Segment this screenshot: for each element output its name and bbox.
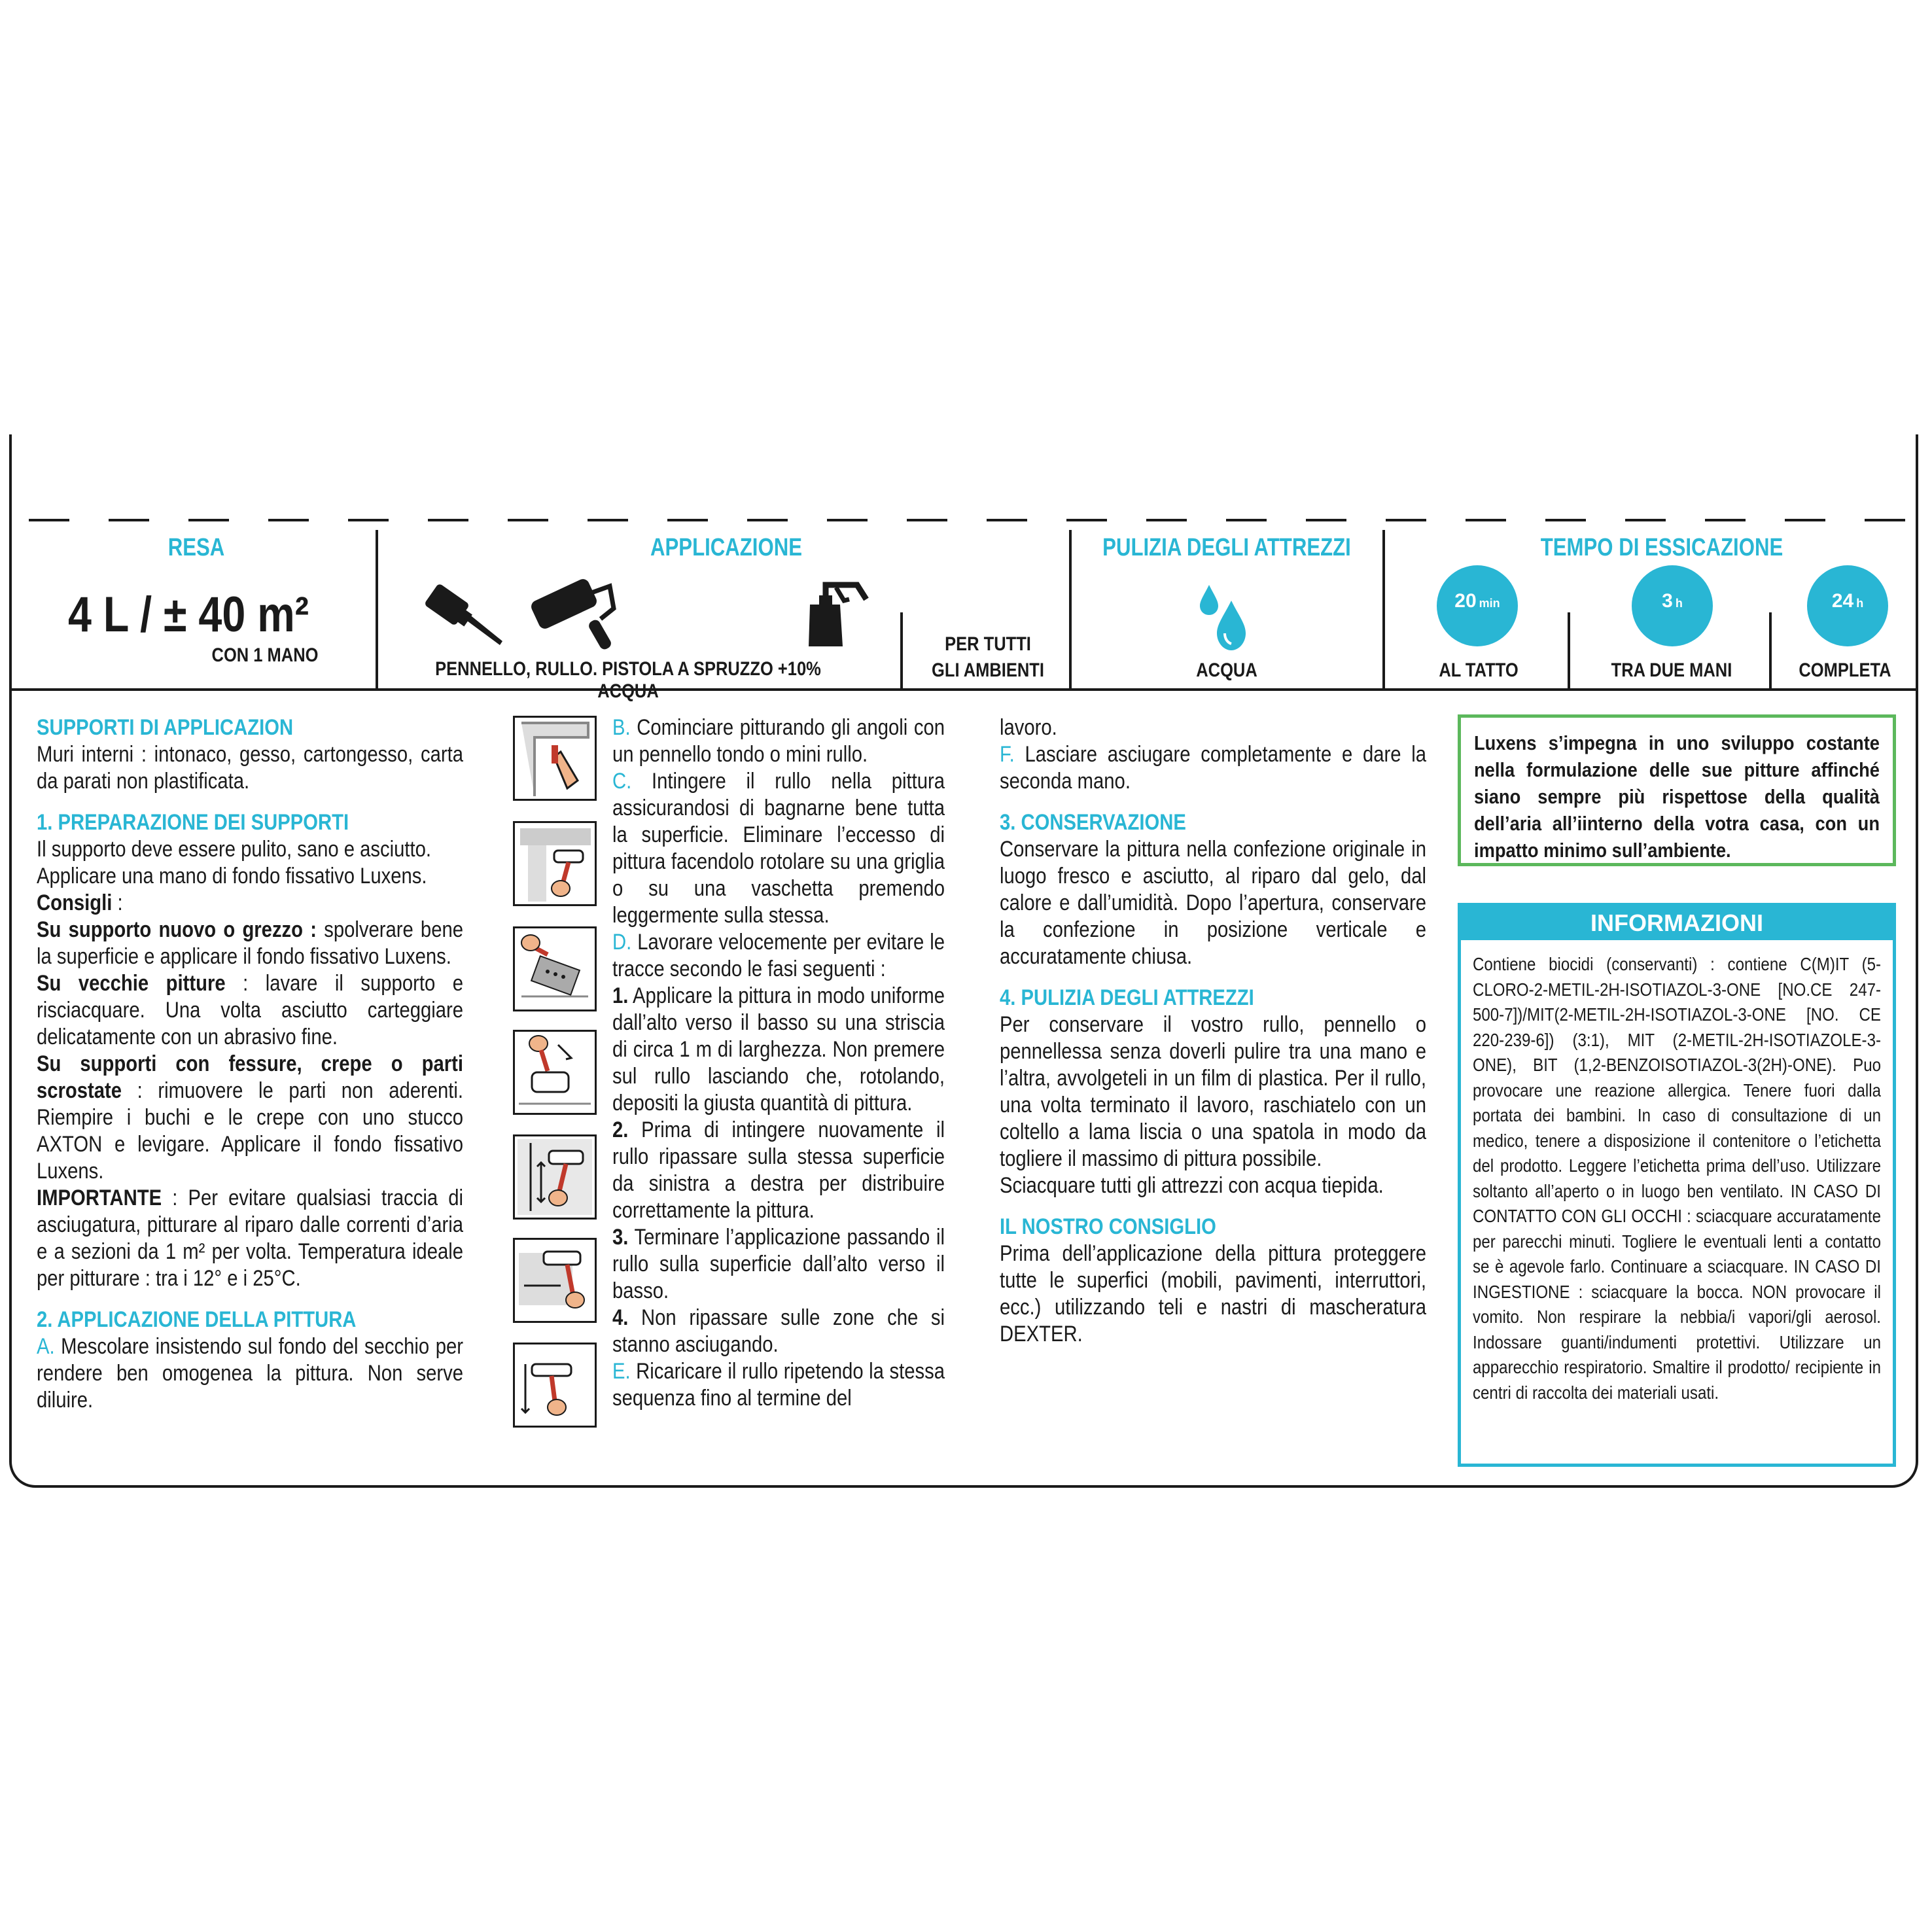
ambienti-line-1: PER TUTTI [945, 633, 1031, 655]
step-letter: B. [612, 715, 631, 740]
pulizia-text: Per conservare il vostro rullo, pennello o pennellessa senza doverli pulire tra una mano e l’altra, avvolgeteli in un film di plastica. Per il rullo, una volta terminato il lavoro, raschiatelo con un coltello a lama liscia o una spatola in modo da togliere il massimo di pittura possibile. [1000, 1012, 1426, 1171]
clock-20min-icon [1437, 565, 1518, 646]
substep-1-text: Applicare la pittura in modo uniforme dall’alto verso il basso su una striscia di circa 1 m di larghezza. Non premere sul rullo lasciando che, rotolando, depositi la giusta quantità di pittura. [612, 983, 945, 1115]
time-unit: min [1479, 597, 1500, 610]
tempo-label-2: TRA DUE MANI [1611, 659, 1732, 681]
substep-4-text: Non ripassare sulle zone che si stanno asciugando. [612, 1305, 945, 1357]
step-a-text: Mescolare insistendo sul fondo del secchio per rendere ben omogenea la pittura. Non serve diluire. [37, 1334, 463, 1413]
divider [1069, 530, 1072, 690]
tempo-label-3: COMPLETA [1799, 659, 1891, 681]
supporti-text: Muri interni : intonaco, gesso, cartongesso, carta da parati non plastificata. [37, 742, 463, 794]
column-2 [612, 714, 945, 1412]
time-unit: h [1856, 597, 1864, 610]
vecchie-label: Su vecchie pitture [37, 971, 226, 996]
importante-text: : Per evitare qualsiasi traccia di asciugatura, pitturare al riparo dalle correnti d’aria e a sezioni da 1 m² per volta. Temperatura ideale per pitturare : tra i 12° e i 25°C. [37, 1186, 463, 1291]
ambienti-line-2: GLI AMBIENTI [932, 659, 1044, 681]
step-c-text: Intingere il rullo nella pittura assicurandosi di bagnarne bene tutta la superficie. Eliminare l’eccesso di pittura facendolo rotolare su una griglia o su una vaschetta premendo leggermente sulla stessa. [612, 769, 945, 928]
consiglio-text: Prima dell’applicazione della pittura proteggere tutte le superfici (mobili, pavimenti, interruttori, ecc.) utilizzando teli e nastri di mascheratura DEXTER. [1000, 1241, 1426, 1346]
clock-3h-icon [1632, 565, 1713, 646]
roller-left-right-icon [513, 1238, 597, 1323]
app-title: 2. APPLICAZIONE DELLA PITTURA [37, 1307, 357, 1332]
divider [1769, 612, 1772, 690]
prep-line-1: Il supporto deve essere pulito, sano e asciutto. [37, 837, 432, 862]
substep-2-text: Prima di intingere nuovamente il rullo ripassare sulla stessa superficie da sinistra a destra per distribuire correttamente la pittura. [612, 1117, 945, 1223]
step-e-text: Ricaricare il rullo ripetendo la stessa sequenza fino al termine del [612, 1359, 945, 1411]
roller-tray-icon [513, 1030, 597, 1115]
applicazione-title: APPLICAZIONE [650, 534, 802, 561]
substep-number: 2. [612, 1117, 629, 1142]
step-letter: D. [612, 930, 632, 955]
pulizia-sub: ACQUA [1196, 659, 1257, 681]
fessure-text: : rimuovere le parti non aderenti. Riempire i buchi e le crepe con uno stucco AXTON e levigare. Applicare il fondo fissativo Luxens. [37, 1078, 463, 1184]
step-f-text: Lasciare asciugare completamente e dare la seconda mano. [1000, 742, 1426, 794]
consigli-colon: : [112, 890, 123, 915]
nuovo-text: spolverare bene la superficie e applicare il fondo fissativo Luxens. [37, 917, 463, 969]
conservazione-text: Conservare la pittura nella confezione originale in luogo fresco e asciutto, al riparo dal gelo, dal calore e dall’umidità. Dopo l’apertura, conservare la confezione in posizione verticale e accuratamente chiusa. [1000, 837, 1426, 969]
consigli-label: Consigli [37, 890, 113, 915]
fessure-label: Su supporti con fessure, crepe o parti scrostate [37, 1051, 463, 1103]
vecchie-text: : lavare il supporto e risciacquare. Una volta asciutto carteggiare delicatamente con un abrasivo fine. [37, 971, 463, 1049]
prep-line-2: Applicare una mano di fondo fissativo Luxens. [37, 864, 427, 888]
applicazione-tools: PENNELLO, RULLO. PISTOLA A SPRUZZO +10% ACQUA [435, 658, 821, 702]
conservazione-title: 3. CONSERVAZIONE [1000, 810, 1186, 835]
substep-number: 4. [612, 1305, 629, 1330]
resa-sub: CON 1 MANO [211, 644, 319, 666]
step-b-text: Cominciare pitturando gli angoli con un pennello tondo o mini rullo. [612, 715, 945, 767]
roller-grid-icon [513, 926, 597, 1011]
info-box [1458, 903, 1896, 1467]
time-value: 24 [1831, 590, 1854, 612]
step-letter: A. [37, 1334, 55, 1359]
spray-gun-icon [797, 581, 869, 649]
tempo-title: TEMPO DI ESSICAZIONE [1540, 534, 1783, 561]
pulizia-text-2: Sciacquare tutti gli attrezzi con acqua tiepida. [1000, 1173, 1384, 1198]
brush-icon [425, 577, 510, 650]
substep-number: 3. [612, 1225, 629, 1250]
roller-icon [529, 576, 627, 654]
water-drops-icon [1197, 582, 1250, 654]
clock-24h-icon [1807, 565, 1888, 646]
resa-title: RESA [167, 534, 225, 561]
continuation-text: lavoro. [1000, 715, 1057, 740]
prep-title: 1. PREPARAZIONE DEI SUPPORTI [37, 810, 349, 835]
substep-number: 1. [612, 983, 629, 1008]
header-separator [12, 688, 1916, 691]
pulizia-section-title: 4. PULIZIA DEGLI ATTREZZI [1000, 985, 1254, 1010]
resa-value: 4 L / ± 40 m² [68, 587, 309, 642]
pulizia-title: PULIZIA DEGLI ATTREZZI [1102, 534, 1351, 561]
divider [376, 530, 378, 690]
info-text: Contiene biocidi (conservanti) : contiene C(M)IT (5-CLORO-2-METIL-2H-ISOTIAZOL-3-ONE [NO.CE 247-500-7])/MIT(2-METIL-2H-ISOTIAZOL-3-ONE [NO. CE 220-239-6]) (3:1), MIT (2-METIL-2H-ISOTIAZOLE-3-ONE), BIT (1,2-BENZOISOTIAZOL-3(2H)-ONE). Puo provocare une reazione allergica. Tenere fuori dalla portata dei bambini. In caso di consultazione di un medico, tenere a disposizione il contenitore o l’etichetta del prodotto. Leggere l’etichetta prima dell’uso. Utilizzare soltanto all’aperto o in luogo ben ventilato. IN CASO DI CONTATTO CON GLI OCCHI : sciacquare accuratamente per parecchi minuti. Togliere le eventuali lenti a contatto se è agevole farlo. Continuare a sciacquare. IN CASO DI INGESTIONE : sciacquare la bocca. NON provocare il vomito. Non respirare la nebbia/i vapori/gli aerosol. Indossare guanti/indumenti protettivi. Utilizzare un apparecchio respiratorio. Smaltire il prodotto/ recipiente in centri di raccolta dei materiali usati. [1473, 954, 1881, 1403]
time-unit: h [1675, 597, 1683, 610]
nuovo-label: Su supporto nuovo o grezzo : [37, 917, 317, 942]
column-1 [37, 714, 463, 1414]
divider [900, 612, 903, 690]
supporti-title: SUPPORTI DI APPLICAZION [37, 715, 294, 740]
consiglio-title: IL NOSTRO CONSIGLIO [1000, 1214, 1216, 1239]
tempo-label-1: AL TATTO [1439, 659, 1519, 681]
info-title: INFORMAZIONI [1461, 906, 1893, 940]
roller-up-down-icon [513, 1134, 597, 1220]
step-letter: C. [612, 769, 632, 794]
roller-wall-icon [513, 821, 597, 906]
importante-label: IMPORTANTE [37, 1186, 162, 1210]
eco-commitment-text: Luxens s’impegna in uno sviluppo costante nella formulazione delle sue pitture affinché siano sempre più rispettose della qualità dell’aria all’iinterno della votra casa, con un impatto minimo sull’ambiente. [1474, 731, 1880, 862]
column-3 [1000, 714, 1426, 1348]
step-letter: E. [612, 1359, 631, 1384]
corner-brush-icon [513, 716, 597, 801]
cut-line [29, 519, 1920, 521]
roller-down-icon [513, 1343, 597, 1428]
substep-3-text: Terminare l’applicazione passando il rullo sulla superficie dall’alto verso il basso. [612, 1225, 945, 1303]
step-d-text: Lavorare velocemente per evitare le tracce secondo le fasi seguenti : [612, 930, 945, 981]
eco-commitment-box [1458, 714, 1896, 866]
divider [1568, 612, 1570, 690]
divider [1382, 530, 1385, 690]
time-value: 3 [1662, 590, 1673, 612]
time-value: 20 [1454, 590, 1477, 612]
step-letter: F. [1000, 742, 1015, 767]
